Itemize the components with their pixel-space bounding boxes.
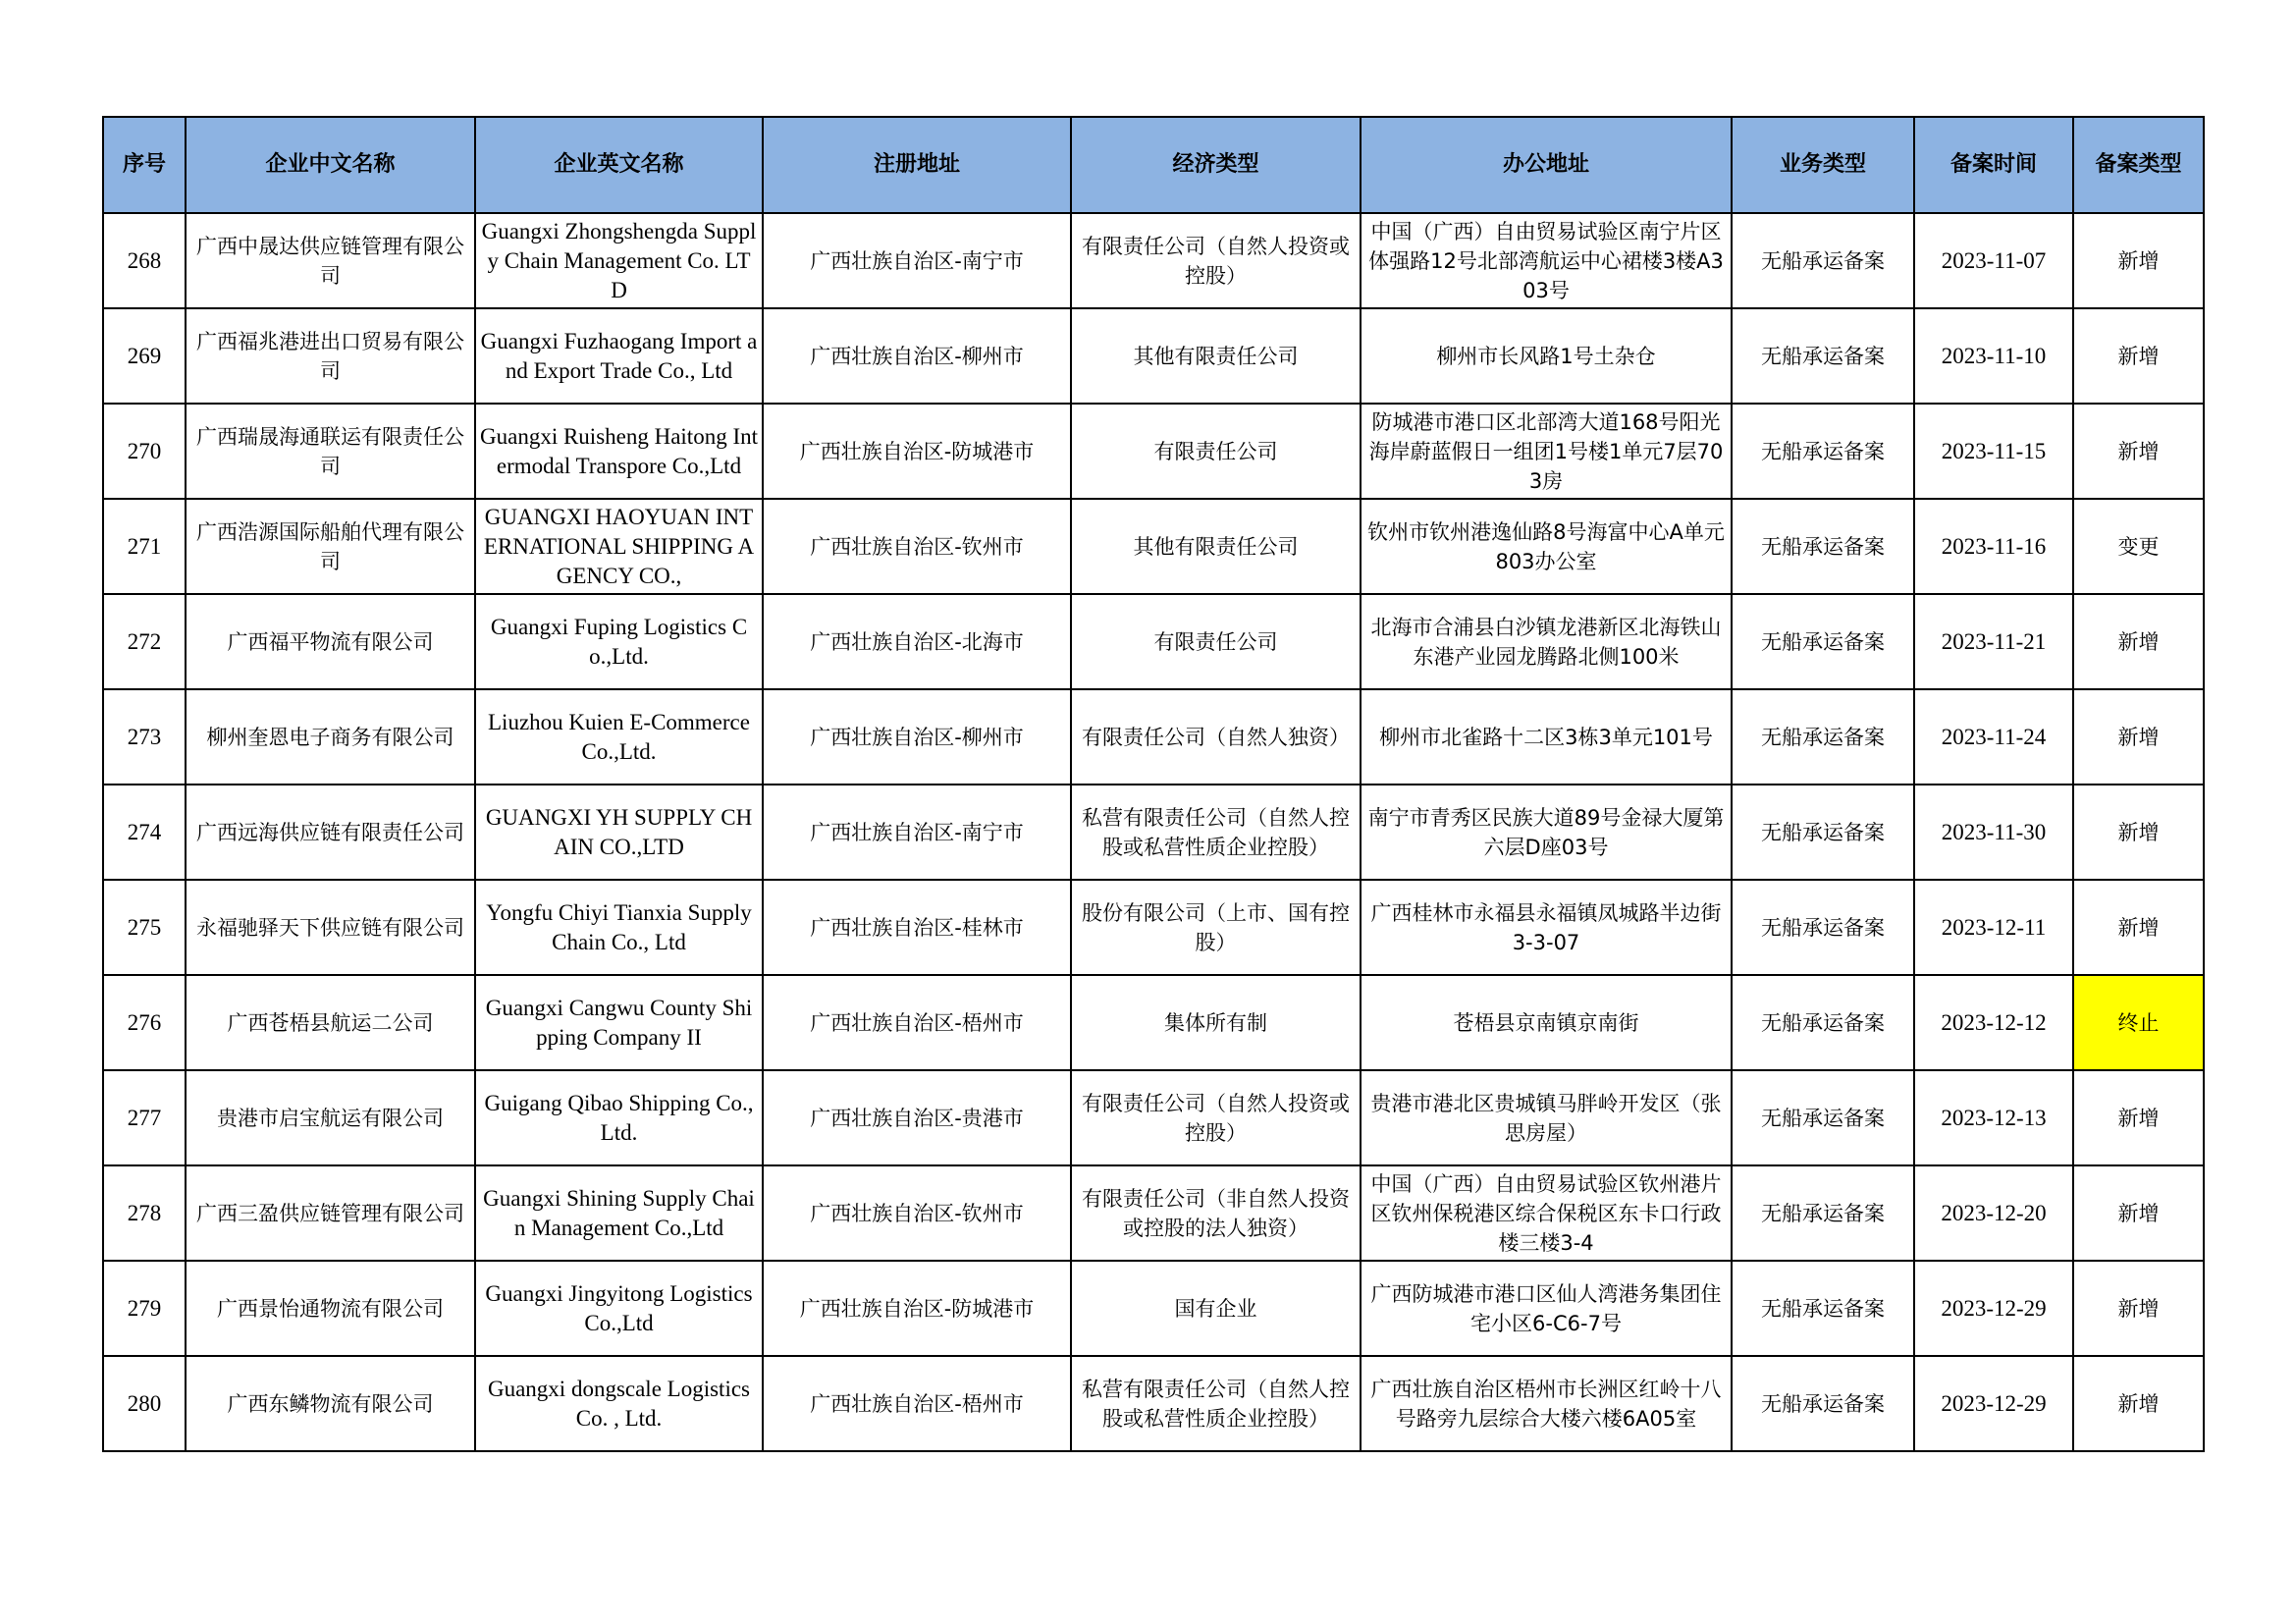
cell-name-en: Yongfu Chiyi Tianxia Supply Chain Co., Ltd [475, 880, 763, 975]
cell-office-addr: 中国（广西）自由贸易试验区南宁片区体强路12号北部湾航运中心裙楼3楼A303号 [1361, 213, 1732, 308]
cell-biz-type: 无船承运备案 [1732, 880, 1914, 975]
cell-name-cn: 广西浩源国际船舶代理有限公司 [186, 499, 475, 594]
cell-name-cn: 广西福平物流有限公司 [186, 594, 475, 689]
cell-date: 2023-12-29 [1914, 1261, 2073, 1356]
cell-filing-type: 新增 [2073, 689, 2204, 785]
cell-office-addr: 贵港市港北区贵城镇马胖岭开发区（张思房屋） [1361, 1070, 1732, 1165]
cell-name-en: Guigang Qibao Shipping Co., Ltd. [475, 1070, 763, 1165]
cell-no: 275 [103, 880, 186, 975]
table-row [103, 308, 2204, 404]
cell-no: 278 [103, 1165, 186, 1261]
cell-date: 2023-11-21 [1914, 594, 2073, 689]
cell-econ-type: 有限责任公司（自然人独资） [1071, 689, 1361, 785]
cell-name-cn: 广西中晟达供应链管理有限公司 [186, 213, 475, 308]
cell-name-en: GUANGXI HAOYUAN INTERNATIONAL SHIPPING AGENCY CO., [475, 499, 763, 594]
cell-biz-type: 无船承运备案 [1732, 975, 1914, 1070]
cell-office-addr: 北海市合浦县白沙镇龙港新区北海铁山东港产业园龙腾路北侧100米 [1361, 594, 1732, 689]
cell-econ-type: 国有企业 [1071, 1261, 1361, 1356]
header-filing-type: 备案类型 [2073, 117, 2204, 213]
cell-name-en: Guangxi Fuping Logistics Co.,Ltd. [475, 594, 763, 689]
cell-biz-type: 无船承运备案 [1732, 213, 1914, 308]
filing-table [102, 116, 2205, 1452]
cell-econ-type: 有限责任公司 [1071, 594, 1361, 689]
cell-biz-type: 无船承运备案 [1732, 308, 1914, 404]
cell-office-addr: 钦州市钦州港逸仙路8号海富中心A单元803办公室 [1361, 499, 1732, 594]
table-row [103, 499, 2204, 594]
cell-filing-type: 新增 [2073, 308, 2204, 404]
cell-name-en: Guangxi Jingyitong Logistics Co.,Ltd [475, 1261, 763, 1356]
cell-name-cn: 广西瑞晟海通联运有限责任公司 [186, 404, 475, 499]
table-row [103, 785, 2204, 880]
cell-name-en: Guangxi Ruisheng Haitong Intermodal Transpore Co.,Ltd [475, 404, 763, 499]
cell-name-en: Guangxi Shining Supply Chain Management Co.,Ltd [475, 1165, 763, 1261]
cell-no: 274 [103, 785, 186, 880]
cell-biz-type: 无船承运备案 [1732, 1165, 1914, 1261]
cell-no: 273 [103, 689, 186, 785]
cell-name-en: Guangxi Zhongshengda Supply Chain Management Co. LTD [475, 213, 763, 308]
cell-office-addr: 广西桂林市永福县永福镇凤城路半边街3-3-07 [1361, 880, 1732, 975]
cell-econ-type: 有限责任公司（自然人投资或控股） [1071, 1070, 1361, 1165]
cell-biz-type: 无船承运备案 [1732, 1356, 1914, 1451]
cell-filing-type: 新增 [2073, 880, 2204, 975]
cell-filing-type: 新增 [2073, 1261, 2204, 1356]
cell-biz-type: 无船承运备案 [1732, 689, 1914, 785]
cell-name-cn: 柳州奎恩电子商务有限公司 [186, 689, 475, 785]
cell-name-en: GUANGXI YH SUPPLY CHAIN CO.,LTD [475, 785, 763, 880]
cell-biz-type: 无船承运备案 [1732, 594, 1914, 689]
header-name-en: 企业英文名称 [475, 117, 763, 213]
cell-name-cn: 广西三盈供应链管理有限公司 [186, 1165, 475, 1261]
table-row [103, 689, 2204, 785]
cell-no: 268 [103, 213, 186, 308]
table-row [103, 880, 2204, 975]
cell-biz-type: 无船承运备案 [1732, 785, 1914, 880]
cell-filing-type: 终止 [2073, 975, 2204, 1070]
cell-filing-type: 新增 [2073, 1356, 2204, 1451]
cell-name-cn: 广西东鳞物流有限公司 [186, 1356, 475, 1451]
cell-filing-type: 新增 [2073, 785, 2204, 880]
cell-date: 2023-12-20 [1914, 1165, 2073, 1261]
cell-reg-addr: 广西壮族自治区-贵港市 [763, 1070, 1071, 1165]
cell-date: 2023-11-07 [1914, 213, 2073, 308]
cell-no: 277 [103, 1070, 186, 1165]
table-row [103, 404, 2204, 499]
cell-reg-addr: 广西壮族自治区-桂林市 [763, 880, 1071, 975]
cell-date: 2023-12-29 [1914, 1356, 2073, 1451]
cell-name-en: Guangxi dongscale Logistics Co. , Ltd. [475, 1356, 763, 1451]
cell-biz-type: 无船承运备案 [1732, 1261, 1914, 1356]
cell-date: 2023-11-15 [1914, 404, 2073, 499]
cell-office-addr: 苍梧县京南镇京南街 [1361, 975, 1732, 1070]
cell-reg-addr: 广西壮族自治区-柳州市 [763, 689, 1071, 785]
cell-no: 276 [103, 975, 186, 1070]
cell-reg-addr: 广西壮族自治区-北海市 [763, 594, 1071, 689]
cell-econ-type: 集体所有制 [1071, 975, 1361, 1070]
cell-reg-addr: 广西壮族自治区-钦州市 [763, 499, 1071, 594]
cell-econ-type: 其他有限责任公司 [1071, 308, 1361, 404]
table-body [103, 213, 2204, 1451]
cell-econ-type: 私营有限责任公司（自然人控股或私营性质企业控股） [1071, 1356, 1361, 1451]
cell-office-addr: 中国（广西）自由贸易试验区钦州港片区钦州保税港区综合保税区东卡口行政楼三楼3-4 [1361, 1165, 1732, 1261]
cell-date: 2023-11-16 [1914, 499, 2073, 594]
cell-econ-type: 私营有限责任公司（自然人控股或私营性质企业控股） [1071, 785, 1361, 880]
cell-no: 269 [103, 308, 186, 404]
cell-name-en: Liuzhou Kuien E-Commerce Co.,Ltd. [475, 689, 763, 785]
cell-office-addr: 柳州市北雀路十二区3栋3单元101号 [1361, 689, 1732, 785]
cell-date: 2023-12-12 [1914, 975, 2073, 1070]
cell-office-addr: 广西防城港市港口区仙人湾港务集团住宅小区6-C6-7号 [1361, 1261, 1732, 1356]
cell-date: 2023-11-24 [1914, 689, 2073, 785]
cell-date: 2023-11-10 [1914, 308, 2073, 404]
cell-econ-type: 有限责任公司（自然人投资或控股） [1071, 213, 1361, 308]
header-row [103, 117, 2204, 213]
table-row [103, 213, 2204, 308]
cell-no: 271 [103, 499, 186, 594]
cell-reg-addr: 广西壮族自治区-防城港市 [763, 1261, 1071, 1356]
table-row [103, 1356, 2204, 1451]
cell-no: 279 [103, 1261, 186, 1356]
cell-filing-type: 新增 [2073, 594, 2204, 689]
cell-reg-addr: 广西壮族自治区-钦州市 [763, 1165, 1071, 1261]
cell-biz-type: 无船承运备案 [1732, 1070, 1914, 1165]
cell-name-cn: 贵港市启宝航运有限公司 [186, 1070, 475, 1165]
cell-econ-type: 有限责任公司 [1071, 404, 1361, 499]
cell-name-cn: 永福驰驿天下供应链有限公司 [186, 880, 475, 975]
cell-reg-addr: 广西壮族自治区-柳州市 [763, 308, 1071, 404]
header-no: 序号 [103, 117, 186, 213]
cell-filing-type: 新增 [2073, 213, 2204, 308]
cell-filing-type: 新增 [2073, 404, 2204, 499]
cell-name-en: Guangxi Fuzhaogang Import and Export Trade Co., Ltd [475, 308, 763, 404]
cell-econ-type: 其他有限责任公司 [1071, 499, 1361, 594]
cell-name-en: Guangxi Cangwu County Shipping Company II [475, 975, 763, 1070]
table-row [103, 1165, 2204, 1261]
cell-no: 272 [103, 594, 186, 689]
cell-office-addr: 柳州市长风路1号土杂仓 [1361, 308, 1732, 404]
cell-biz-type: 无船承运备案 [1732, 404, 1914, 499]
header-biz-type: 业务类型 [1732, 117, 1914, 213]
table-row [103, 1261, 2204, 1356]
cell-econ-type: 股份有限公司（上市、国有控股） [1071, 880, 1361, 975]
cell-date: 2023-12-11 [1914, 880, 2073, 975]
cell-filing-type: 变更 [2073, 499, 2204, 594]
header-econ-type: 经济类型 [1071, 117, 1361, 213]
cell-reg-addr: 广西壮族自治区-南宁市 [763, 213, 1071, 308]
cell-filing-type: 新增 [2073, 1070, 2204, 1165]
cell-date: 2023-11-30 [1914, 785, 2073, 880]
cell-name-cn: 广西远海供应链有限责任公司 [186, 785, 475, 880]
cell-office-addr: 南宁市青秀区民族大道89号金禄大厦第六层D座03号 [1361, 785, 1732, 880]
cell-biz-type: 无船承运备案 [1732, 499, 1914, 594]
cell-reg-addr: 广西壮族自治区-防城港市 [763, 404, 1071, 499]
cell-name-cn: 广西景怡通物流有限公司 [186, 1261, 475, 1356]
cell-econ-type: 有限责任公司（非自然人投资或控股的法人独资） [1071, 1165, 1361, 1261]
cell-date: 2023-12-13 [1914, 1070, 2073, 1165]
cell-reg-addr: 广西壮族自治区-梧州市 [763, 1356, 1071, 1451]
header-reg-addr: 注册地址 [763, 117, 1071, 213]
cell-no: 270 [103, 404, 186, 499]
cell-no: 280 [103, 1356, 186, 1451]
cell-filing-type: 新增 [2073, 1165, 2204, 1261]
table-row [103, 1070, 2204, 1165]
cell-office-addr: 广西壮族自治区梧州市长洲区红岭十八号路旁九层综合大楼六楼6A05室 [1361, 1356, 1732, 1451]
table-row [103, 594, 2204, 689]
cell-name-cn: 广西苍梧县航运二公司 [186, 975, 475, 1070]
cell-name-cn: 广西福兆港进出口贸易有限公司 [186, 308, 475, 404]
cell-office-addr: 防城港市港口区北部湾大道168号阳光海岸蔚蓝假日一组团1号楼1单元7层703房 [1361, 404, 1732, 499]
cell-reg-addr: 广西壮族自治区-南宁市 [763, 785, 1071, 880]
header-name-cn: 企业中文名称 [186, 117, 475, 213]
header-date: 备案时间 [1914, 117, 2073, 213]
cell-reg-addr: 广西壮族自治区-梧州市 [763, 975, 1071, 1070]
table-row [103, 975, 2204, 1070]
header-office-addr: 办公地址 [1361, 117, 1732, 213]
